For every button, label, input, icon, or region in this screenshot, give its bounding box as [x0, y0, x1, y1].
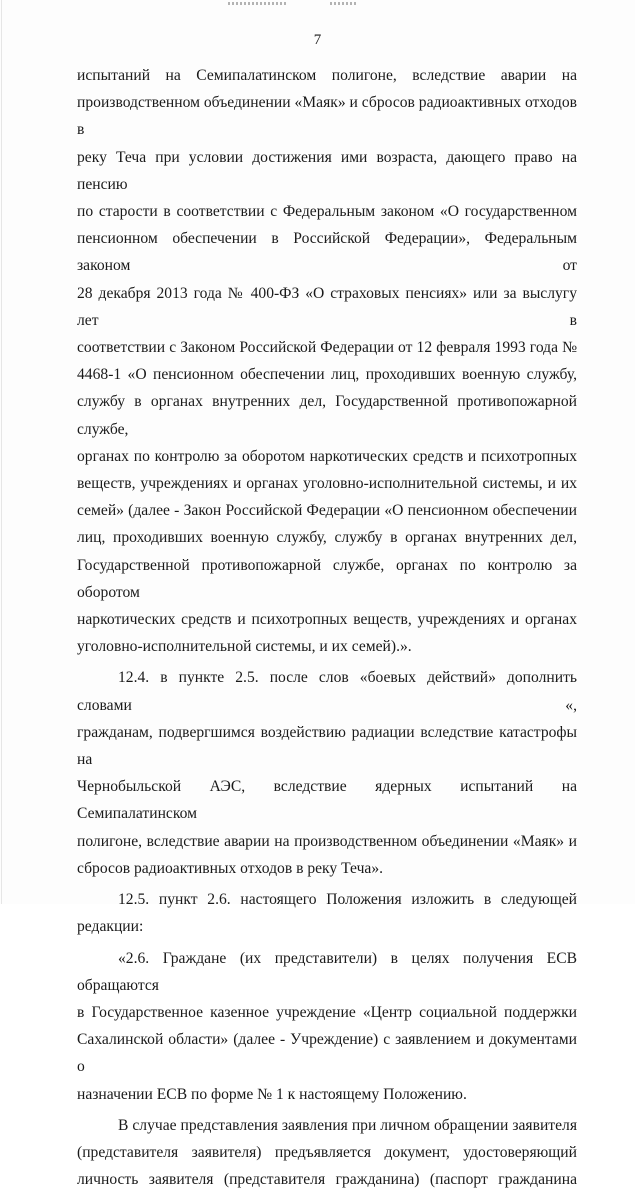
scan-artifact [228, 2, 288, 5]
text-line: органах по контролю за оборотом наркотических средств и психотропных [77, 447, 577, 465]
text-line: 12.5. пункт 2.6. настоящего Положения изложить в следующей [118, 891, 577, 909]
text-line: «2.6. Граждане (их представители) в целях получения ЕСВ обращаются [77, 949, 577, 994]
text-line: испытаний на Семипалатинском полигоне, вследствие аварии на [77, 67, 577, 84]
paragraph-case [77, 1112, 577, 1193]
paragraph-continuation [77, 62, 577, 660]
text-line: гражданам, подвергшимся воздействию радиации вследствие катастрофы на [77, 723, 577, 769]
paragraph-12-5 [77, 886, 577, 940]
scan-edge [1, 0, 2, 904]
text-line: семей» (далее - Закон Российской Федерации «О пенсионном обеспечении [77, 502, 577, 520]
text-line: назначении ЕСВ по форме № 1 к настоящему Положению. [77, 1085, 467, 1103]
text-line: по старости в соответствии с Федеральным законом «О государственном [77, 203, 577, 221]
scan-artifact [330, 2, 358, 5]
text-line: лиц, проходивших военную службу, службу в органах внутренних дел, [77, 529, 577, 547]
text-line: веществ, учреждениях и органах уголовно-исполнительной системы, и их [77, 475, 577, 493]
document-body [77, 62, 577, 1193]
text-line: производственном объединении «Маяк» и сбросов радиоактивных отходов в [77, 94, 577, 139]
text-line: 28 декабря 2013 года № 400-ФЗ «О страховых пенсиях» или за выслугу лет в [77, 284, 577, 329]
text-line: в Государственное казенное учреждение «Центр социальной поддержки [77, 1003, 577, 1021]
text-line: службу в органах внутренних дел, Государственной противопожарной службе, [77, 393, 577, 438]
page-number: 7 [313, 32, 322, 48]
text-line: 4468-1 «О пенсионном обеспечении лиц, проходивших военную службу, [77, 366, 577, 384]
text-line: Сахалинской области» (далее - Учреждение) с заявлением и документами о [77, 1031, 577, 1076]
text-line: реку Теча при условии достижения ими возраста, дающего право на пенсию [77, 148, 577, 193]
text-line: редакции: [77, 918, 144, 936]
text-line: личность заявителя (представителя гражданина) (паспорт гражданина [77, 1171, 577, 1189]
text-line: полигоне, вследствие аварии на производственном объединении «Маяк» и [77, 832, 577, 850]
text-line: наркотических средств и психотропных веществ, учреждениях и органах [77, 611, 577, 629]
paragraph-12-4 [77, 664, 577, 882]
text-line: Чернобыльской АЭС, вследствие ядерных испытаний на Семипалатинском [77, 778, 577, 823]
text-line: (представителя заявителя) предъявляется документ, удостоверяющий [77, 1143, 577, 1161]
paragraph-2-6 [77, 945, 577, 1108]
text-line: пенсионном обеспечении в Российской Федерации», Федеральным законом от [77, 230, 577, 275]
text-line: сбросов радиоактивных отходов в реку Теча». [77, 859, 384, 877]
text-line: уголовно-исполнительной системы, и их семей).». [77, 638, 412, 656]
text-line: Государственной противопожарной службе, органах по контролю за оборотом [77, 556, 577, 601]
text-line: соответствии с Законом Российской Федерации от 12 февраля 1993 года № [77, 339, 577, 357]
text-line: В случае представления заявления при личном обращении заявителя [118, 1116, 577, 1134]
text-line: 12.4. в пункте 2.5. после слов «боевых действий» дополнить словами «, [77, 669, 577, 714]
